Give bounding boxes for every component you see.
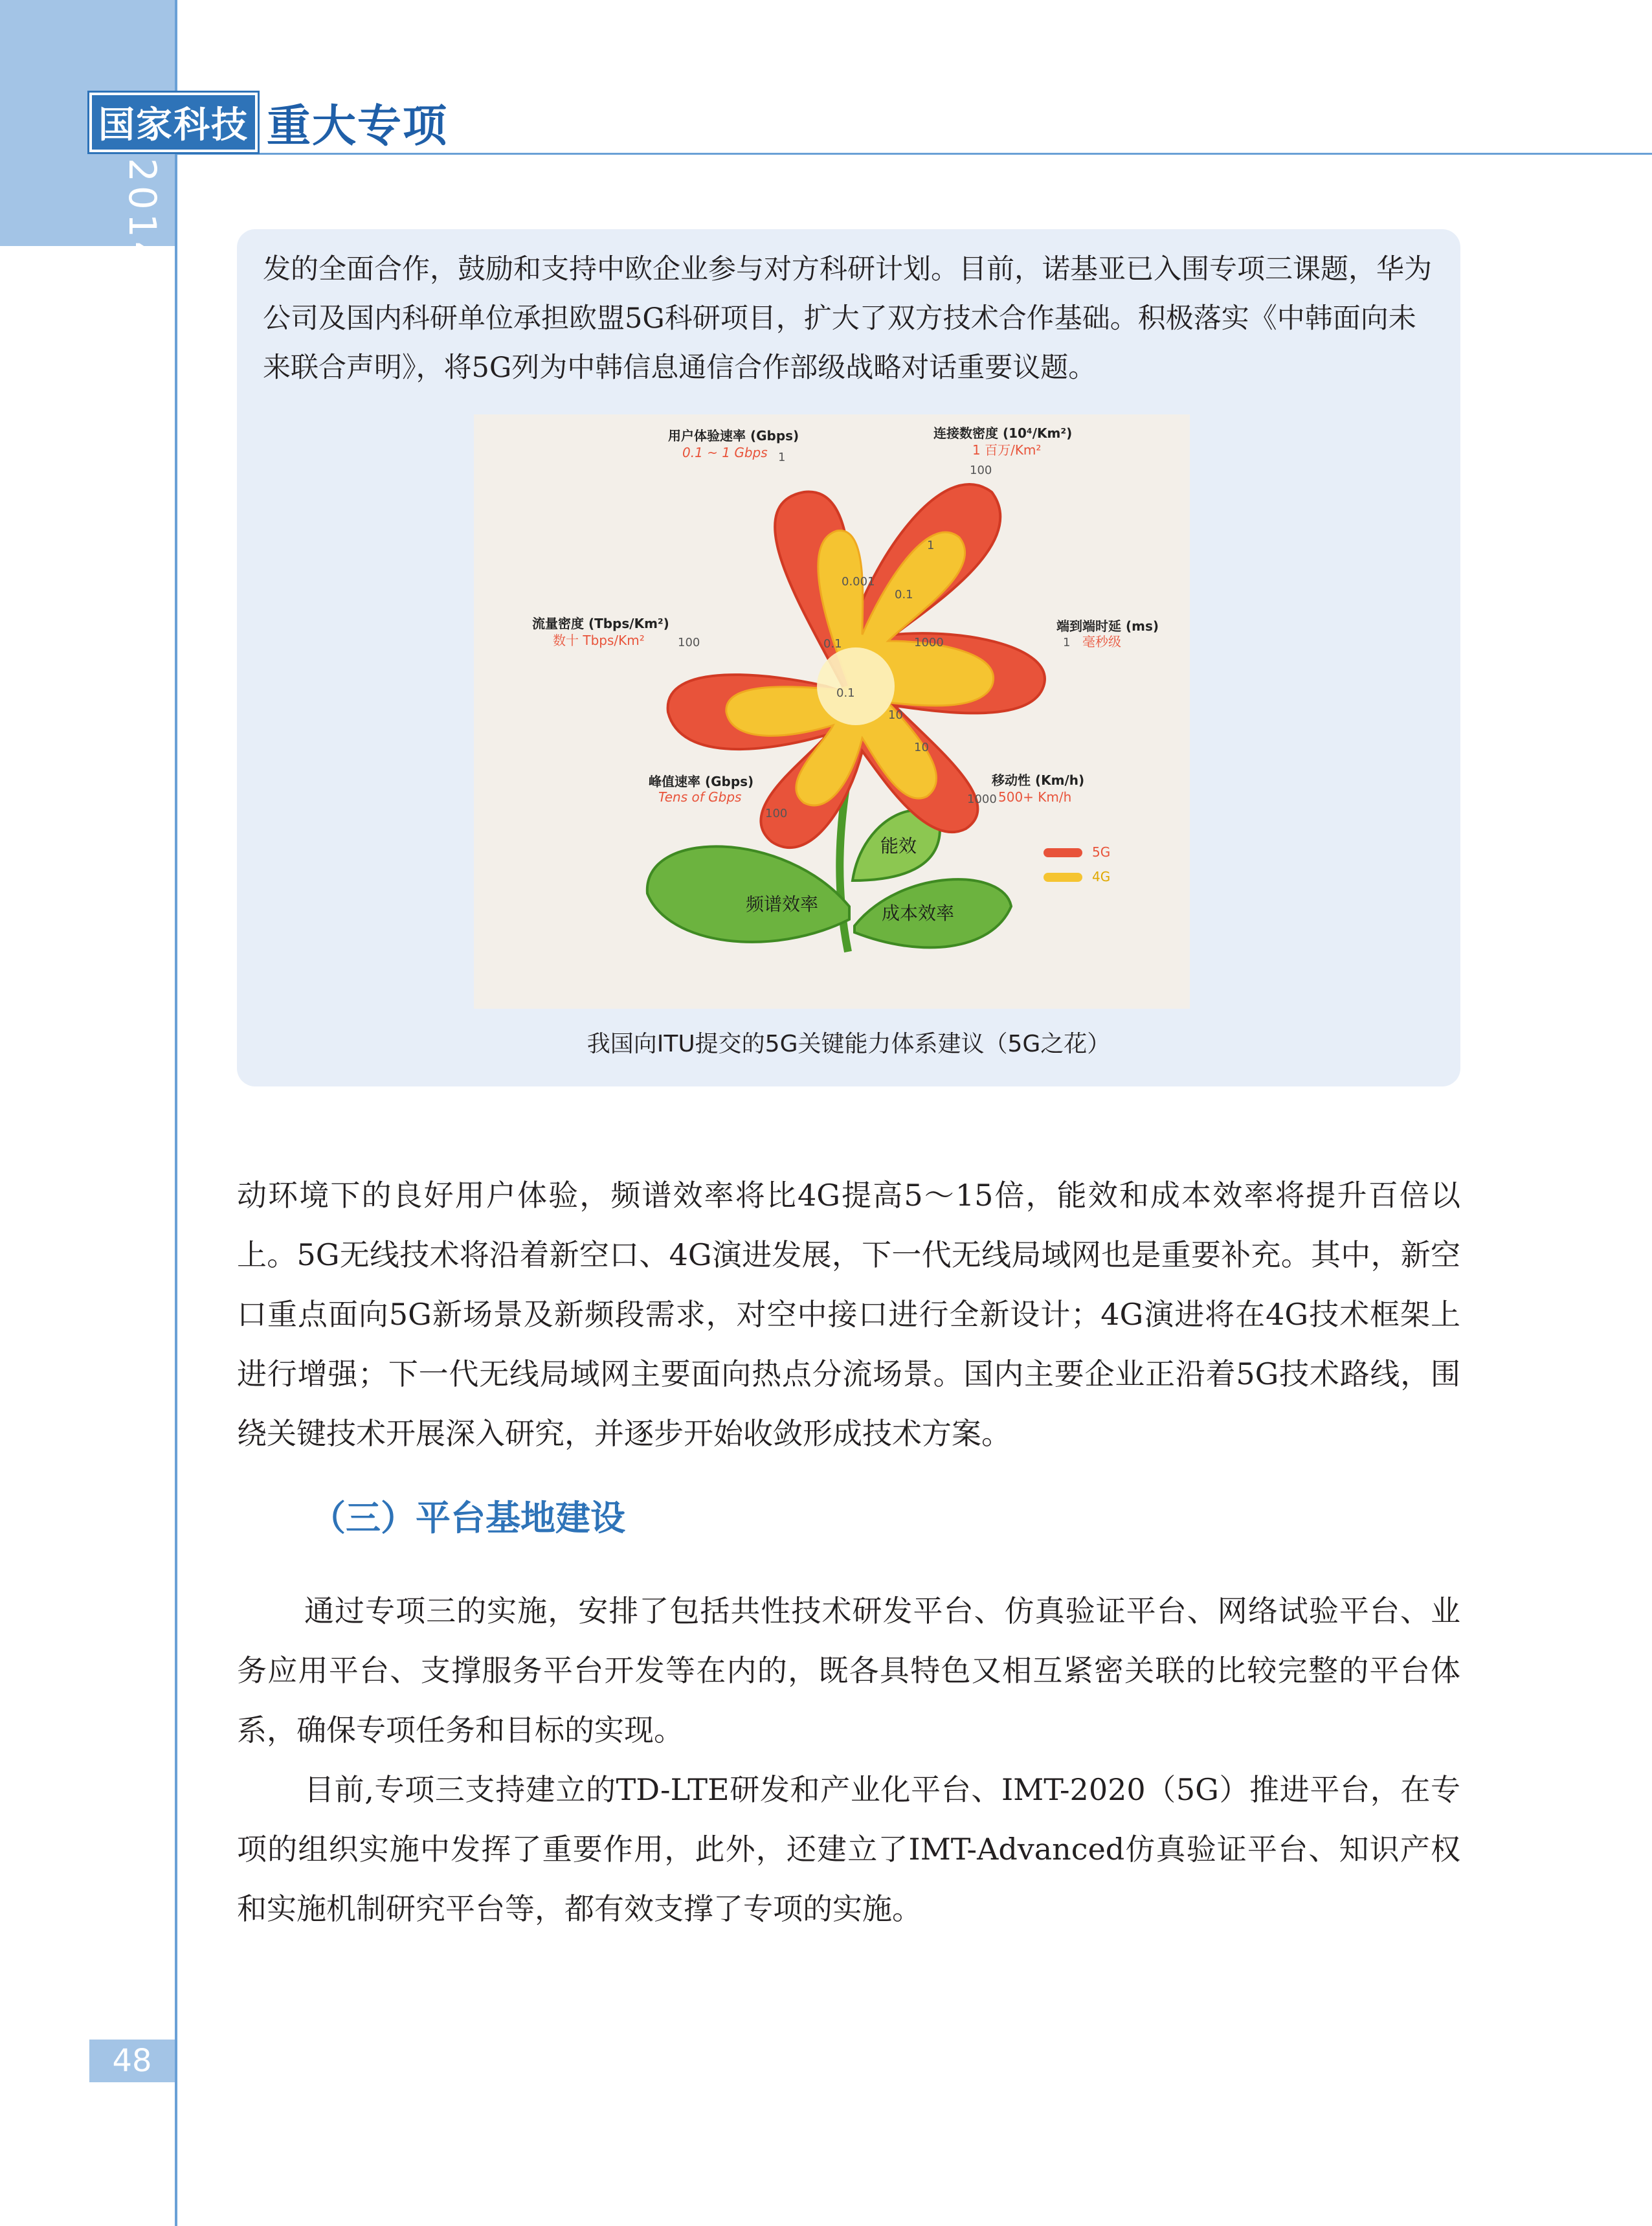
- legend-label-4g: 4G: [1092, 869, 1111, 884]
- sidebar-line: [175, 0, 177, 2226]
- leaf-label-energy: 能效: [880, 835, 917, 857]
- axis-label-user-rate: 用户体验速率 (Gbps): [668, 428, 799, 444]
- leaf-label-cost: 成本效率: [882, 903, 955, 924]
- body-paragraph-3: 目前,专项三支持建立的TD-LTE研发和产业化平台、IMT-2020（5G）推进平台，在专项的组织实施中发挥了重要作用，此外，还建立了IMT-Advanced仿真验证平台、知识产权和实施机制研究平台等，都有效支撑了专项的实施。: [237, 1772, 1460, 1926]
- axis-target-peak-rate: Tens of Gbps: [658, 789, 742, 805]
- tick: 10: [914, 741, 929, 754]
- tick: 100: [970, 464, 992, 477]
- section-heading: （三）平台基地建设: [311, 1498, 625, 1538]
- axis-label-latency: 端到端时延 (ms): [1056, 618, 1159, 634]
- legend-swatch-5g: [1044, 848, 1082, 857]
- axis-target-mobility: 500+ Km/h: [998, 789, 1072, 805]
- page-number: 48: [89, 2040, 175, 2082]
- tick: 1: [927, 539, 935, 552]
- tick: 10: [888, 708, 903, 722]
- axis-target-traffic-density: 数十 Tbps/Km²: [553, 633, 645, 648]
- axis-label-mobility: 移动性 (Km/h): [992, 772, 1085, 788]
- axis-label-traffic-density: 流量密度 (Tbps/Km²): [532, 616, 669, 631]
- leaf-label-spectrum: 频谱效率: [746, 894, 819, 915]
- tick: 0.1: [895, 588, 913, 601]
- tick: 1000: [914, 636, 944, 649]
- tick: 100: [678, 636, 700, 649]
- axis-target-connection-density: 1 百万/Km²: [972, 442, 1042, 458]
- body-paragraph-2: 通过专项三的实施，安排了包括共性技术研发平台、仿真验证平台、网络试验平台、业务应用平台、支撑服务平台开发等在内的，既各具特色又相互紧密关联的比较完整的平台体系，确保专项任务和目标的实现。: [237, 1593, 1460, 1748]
- axis-label-connection-density: 连接数密度 (10⁴/Km²): [933, 425, 1073, 441]
- header-brand: [89, 96, 449, 152]
- body-paragraph-1: 动环境下的良好用户体验，频谱效率将比4G提高5～15倍，能效和成本效率将提升百倍以上。5G无线技术将沿着新空口、4G演进发展，下一代无线局域网也是重要补充。其中，新空口重点面向5G新场景及新频段需求，对空中接口进行全新设计；4G演进将在4G技术框架上进行增强；下一代无线局域网主要面向热点分流场景。国内主要企业正沿着5G技术路线，围绕关键技术开展深入研究，并逐步开始收敛形成技术方案。: [237, 1178, 1460, 1451]
- axis-target-latency: 毫秒级: [1082, 634, 1121, 649]
- report-year-label: 2014 年度报告: [120, 158, 164, 451]
- tick: 0.1: [823, 637, 842, 651]
- axis-label-peak-rate: 峰值速率 (Gbps): [649, 774, 754, 789]
- flower-diagram: [474, 414, 1190, 1009]
- tick: 0.001: [842, 575, 875, 589]
- box-text: 发的全面合作，鼓励和支持中欧企业参与对方科研计划。目前，诺基亚已入围专项三课题，华为公司及国内科研单位承担欧盟5G科研项目，扩大了双方技术合作基础。积极落实《中韩面向未来联合声明》，将5G列为中韩信息通信合作部级战略对话重要议题。: [263, 253, 1432, 384]
- legend-swatch-4g: [1044, 873, 1082, 882]
- tick: 1: [1063, 636, 1071, 649]
- brand-part2: 重大专项: [267, 100, 449, 152]
- tick: 0.1: [836, 686, 855, 700]
- flower-figure: [474, 414, 1190, 1009]
- tick: 100: [765, 807, 788, 820]
- figure-caption: 我国向ITU提交的5G关键能力体系建议（5G之花）: [586, 1031, 1111, 1057]
- tick: 1: [778, 451, 786, 464]
- brand-part1: 国家科技: [89, 93, 258, 152]
- flower-center: [817, 647, 895, 725]
- axis-target-user-rate: 0.1 ~ 1 Gbps: [682, 445, 768, 460]
- tick: 1000: [967, 793, 997, 806]
- legend-label-5g: 5G: [1092, 844, 1111, 860]
